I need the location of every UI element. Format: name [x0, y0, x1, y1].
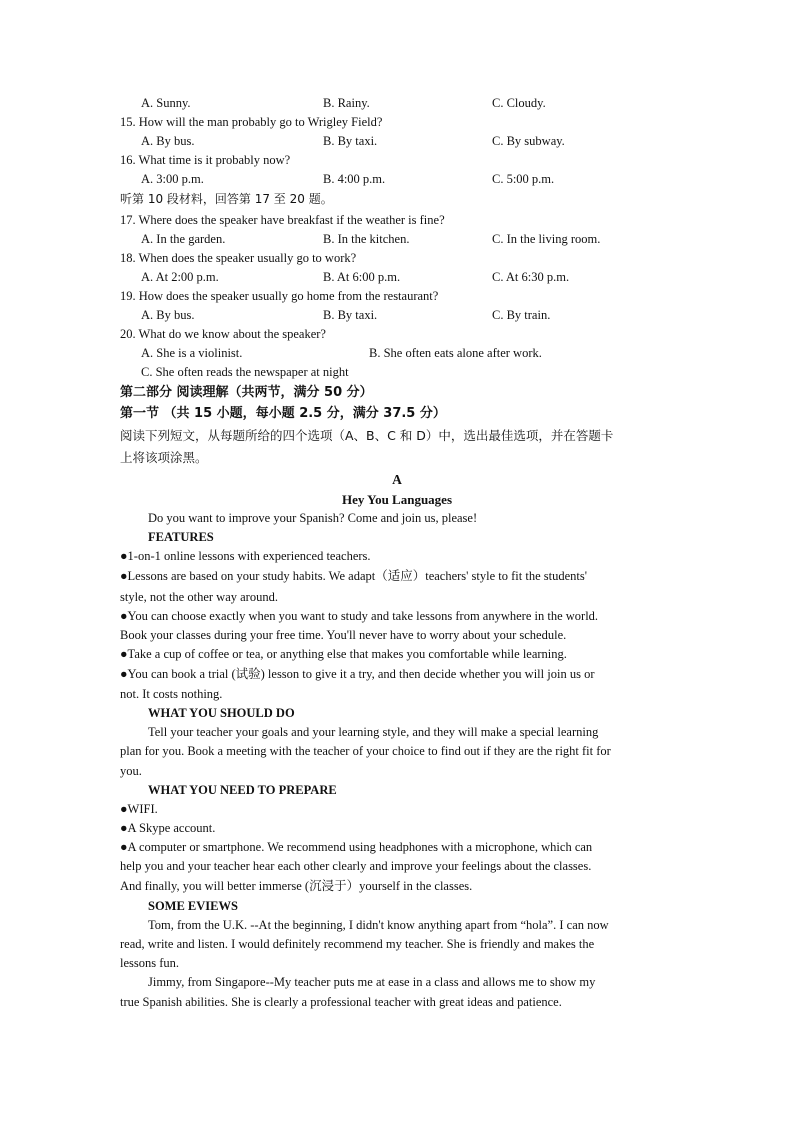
passage-letter: A: [392, 472, 402, 487]
review-line: read, write and listen. I would definitely recommend my teacher. She is friendly and makes the: [120, 937, 595, 951]
should-line: plan for you. Book a meeting with the teacher of your choice to find out if they are the right fit for: [120, 744, 611, 758]
q16-stem: 16. What time is it probably now?: [120, 153, 291, 167]
features-line: ●Take a cup of coffee or tea, or anything else that makes you comfortable while learning.: [120, 647, 567, 661]
q17-option-a: A. In the garden.: [141, 232, 226, 246]
q14-option-a: A. Sunny.: [141, 96, 191, 110]
q19-option-a: A. By bus.: [141, 308, 195, 322]
q17-option-b: B. In the kitchen.: [323, 232, 410, 246]
q15-option-a: A. By bus.: [141, 134, 195, 148]
q18-option-c: C. At 6:30 p.m.: [492, 270, 570, 284]
q14-option-c: C. Cloudy.: [492, 96, 546, 110]
q16-option-a: A. 3:00 p.m.: [141, 172, 204, 186]
q19-option-b: B. By taxi.: [323, 308, 378, 322]
prepare-line: And finally, you will better immerse (沉浸于）yourself in the classes.: [120, 879, 473, 893]
features-line: style, not the other way around.: [120, 590, 278, 604]
reviews-heading: SOME EVIEWS: [148, 899, 238, 913]
q20-stem: 20. What do we know about the speaker?: [120, 327, 326, 341]
prepare-line: ●A Skype account.: [120, 821, 216, 835]
features-heading: FEATURES: [148, 530, 214, 544]
review-line: Jimmy, from Singapore--My teacher puts me at ease in a class and allows me to show my: [148, 975, 596, 989]
features-line: ●You can book a trial (试验) lesson to give it a try, and then decide whether you will join us or: [120, 667, 595, 681]
prepare-heading: WHAT YOU NEED TO PREPARE: [148, 783, 337, 797]
instructions-line-2: 上将该项涂黑。: [120, 450, 208, 465]
q20-option-c: C. She often reads the newspaper at night: [141, 365, 349, 379]
q17-option-c: C. In the living room.: [492, 232, 601, 246]
material-10-instruction: 听第 10 段材料，回答第 17 至 20 题。: [120, 192, 333, 206]
review-line: lessons fun.: [120, 956, 180, 970]
part2-title: 第二部分 阅读理解（共两节，满分 50 分）: [120, 385, 373, 400]
prepare-line: help you and your teacher hear each other clearly and improve your feelings about the classes.: [120, 859, 592, 873]
review-line: Tom, from the U.K. --At the beginning, I didn't know anything apart from “hola”. I can now: [148, 918, 609, 932]
features-line: ●You can choose exactly when you want to study and take lessons from anywhere in the world.: [120, 609, 599, 623]
q20-option-a: A. She is a violinist.: [141, 346, 243, 360]
review-line: true Spanish abilities. She is clearly a professional teacher with great ideas and patience.: [120, 995, 562, 1009]
q15-stem: 15. How will the man probably go to Wrigley Field?: [120, 115, 383, 129]
q15-option-b: B. By taxi.: [323, 134, 378, 148]
should-heading: WHAT YOU SHOULD DO: [148, 706, 295, 720]
features-line: ●Lessons are based on your study habits. We adapt（适应）teachers' style to fit the students': [120, 569, 587, 583]
features-line: Book your classes during your free time. You'll never have to worry about your schedule.: [120, 628, 567, 642]
passage-title: Hey You Languages: [341, 492, 453, 507]
should-line: you.: [120, 764, 142, 778]
features-line: not. It costs nothing.: [120, 687, 223, 701]
q18-stem: 18. When does the speaker usually go to work?: [120, 251, 357, 265]
prepare-line: ●A computer or smartphone. We recommend using headphones with a microphone, which can: [120, 840, 593, 854]
q16-option-c: C. 5:00 p.m.: [492, 172, 555, 186]
section1-title: 第一节 （共 15 小题，每小题 2.5 分，满分 37.5 分）: [120, 406, 446, 421]
should-line: Tell your teacher your goals and your learning style, and they will make a special learning: [148, 725, 599, 739]
passage-intro: Do you want to improve your Spanish? Come and join us, please!: [148, 511, 478, 525]
instructions-line-1: 阅读下列短文，从每题所给的四个选项（A、B、C 和 D）中，选出最佳选项，并在答题卡: [120, 428, 614, 443]
q17-stem: 17. Where does the speaker have breakfast if the weather is fine?: [120, 213, 445, 227]
q19-option-c: C. By train.: [492, 308, 551, 322]
q20-option-b: B. She often eats alone after work.: [369, 346, 542, 360]
features-line: ●1-on-1 online lessons with experienced teachers.: [120, 549, 371, 563]
q18-option-b: B. At 6:00 p.m.: [323, 270, 401, 284]
q16-option-b: B. 4:00 p.m.: [323, 172, 386, 186]
q19-stem: 19. How does the speaker usually go home from the restaurant?: [120, 289, 439, 303]
q15-option-c: C. By subway.: [492, 134, 565, 148]
q18-option-a: A. At 2:00 p.m.: [141, 270, 219, 284]
q14-option-b: B. Rainy.: [323, 96, 370, 110]
prepare-line: ●WIFI.: [120, 802, 158, 816]
